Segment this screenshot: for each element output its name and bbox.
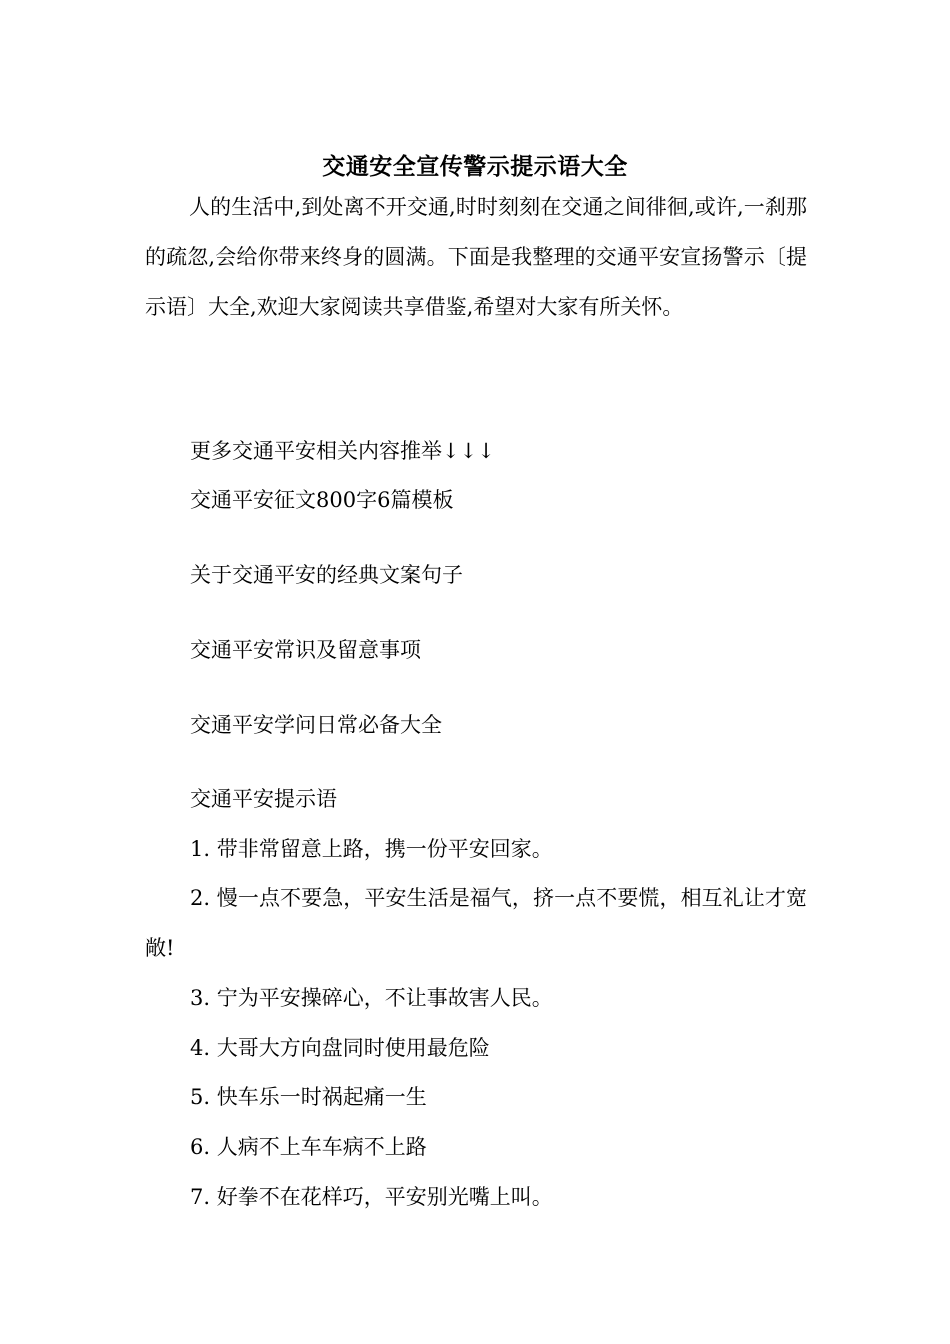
related-link[interactable]: 交通平安常识及留意事项 [190,638,421,662]
section-heading: 交通平安提示语 [190,787,337,811]
slogan-item: 6. 人病不上车车病不上路 [190,1135,427,1159]
slogan-item: 3. 宁为平安操碎心，不让事故害人民。 [190,986,553,1010]
slogan-item: 5. 快车乐一时祸起痛一生 [190,1085,427,1109]
page-title: 交通安全宣传警示提示语大全 [322,153,628,181]
related-link[interactable]: 交通平安学问日常必备大全 [190,713,442,737]
slogan-item: 4. 大哥大方向盘同时使用最危险 [190,1036,490,1060]
slogan-item: 1. 带非常留意上路，携一份平安回家。 [190,837,553,861]
slogan-item: 2. 慢一点不要急，平安生活是福气，挤一点不要慌，相互礼让才宽敞! [145,886,807,960]
intro-paragraph: 人的生活中,到处离不开交通,时时刻刻在交通之间徘徊,或许,一刹那的疏忽,会给你带来终身的圆满。下面是我整理的交通平安宣扬警示〔提示语〕大全,欢迎大家阅读共享借鉴,希望对大家有所关怀。 [145,195,807,319]
more-content-heading: 更多交通平安相关内容推举↓↓↓ [190,439,495,463]
slogan-item: 7. 好拳不在花样巧，平安别光嘴上叫。 [190,1185,553,1209]
related-link[interactable]: 关于交通平安的经典文案句子 [190,563,463,587]
related-link[interactable]: 交通平安征文800字6篇模板 [190,488,454,512]
